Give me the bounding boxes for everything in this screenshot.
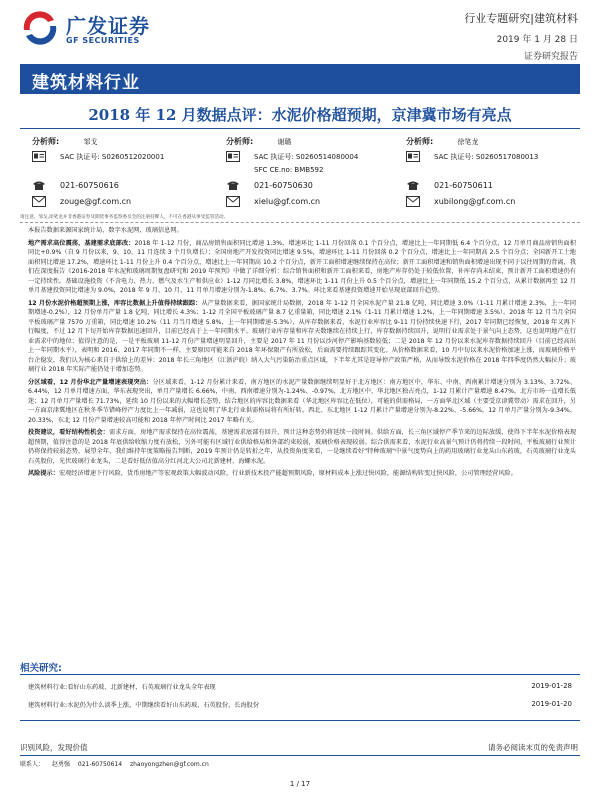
id-card-icon bbox=[406, 151, 420, 162]
title-divider bbox=[20, 128, 580, 129]
dashed-divider bbox=[20, 222, 580, 223]
paragraph-lead: 12 月份水泥价格超预期上涨，库容比数据上升值得持续跟踪： bbox=[28, 299, 202, 307]
analyst-phone: 021-60750630 bbox=[254, 181, 313, 190]
report-meta bbox=[464, 10, 578, 62]
related-item-date: 2019-01-20 bbox=[531, 700, 572, 708]
report-body bbox=[28, 226, 576, 482]
contact-email[interactable]: zhaoyongzhen@gf.com.cn bbox=[129, 761, 209, 768]
industry-banner-text: 建筑材料行业 bbox=[32, 73, 140, 93]
phone-icon bbox=[32, 180, 46, 191]
id-card-icon bbox=[226, 151, 240, 162]
analyst-phone: 021-60750611 bbox=[434, 181, 493, 190]
analyst-name: 谢璐 bbox=[277, 138, 292, 146]
analyst-label: 分析师: bbox=[226, 137, 254, 146]
analyst-card bbox=[406, 134, 586, 210]
analyst-email[interactable]: xielu@gf.com.cn bbox=[254, 197, 321, 206]
page-header bbox=[0, 0, 600, 62]
analyst-card bbox=[226, 134, 406, 210]
id-card-icon bbox=[32, 151, 46, 162]
analyst-sac: SAC 执证号: S0260514080004 bbox=[254, 153, 359, 161]
contact-line bbox=[20, 759, 209, 768]
industry-banner bbox=[20, 64, 580, 94]
contact-name: 赵勇强 bbox=[51, 761, 70, 768]
phone-icon bbox=[226, 180, 240, 191]
related-item-date: 2019-01-28 bbox=[531, 682, 572, 690]
body-paragraph: 地产需求高位震荡，基建需求底部改：2018 年 1-12 月份，商品房销售面积同比增速 1.3%，增速环比 1-11 月份回落 0.1 个百分点，增速比上一年同期低 6.4 个百分点，12 月单月商品房销售面积同比+0.9%（自 9 月份以来，9、10、11 月连续 3 个月负增长）；全国房地产开发投资同比增速 9.5%，增速环比 1-11 月份回落 0.2 个百分点，增速比上一年同期高 2.5 个百分点；全国新开工土地面积同比增速 17.2%，增速环比 1-11 月份上升 0.4 个百分点，增速比上一年同期高 10.2 个百分点，新开工面积增速继续保持在高位；新开工面积增速和销售面积增速出现不同于以往周期的背离，我们在深度报告《2016-2018 年水泥和玻璃周期复盘研究和 2019 年预判》中做了详细分析：综合销售面积和新开工面积来看，房地产库存仍处于较低位置，补库存尚未结束，预计新开工面积增速仍有一定持续性。基础设施投资（不含电力、热力、燃气及水生产和供应业）1-12 月同比增长 3.8%，增速环比 1-11 月份上升 0.5 个百分点，增速比上一年同期低 15.2 个百分点，从累计数据再至 12 月单月基建投资同比增速为 9.0%，2018 年 9 月、10 月、11 月单月增速分别为-1.8%、6.7%、3.7%。环比来看基建投资增速开始呈现底部回升趋势。 bbox=[28, 239, 576, 294]
body-paragraph: 12 月份水泥价格超预期上涨，库容比数据上升值得持续跟踪：从产量数据来看，据国家统计局数据，2018 年 1-12 月全国水泥产量 21.8 亿吨，同比增速 3.0%（1-11 月累计增速 2.3%，上一年同期增速-0.2%），12 月份单月产量 1.8 亿吨，同比增长 4.3%；1-12 月全国平板玻璃产量 8.7 亿重量箱，同比增速 2.1%（1-11 月累计增速 1.2%，上一年同期增速 3.5%）。2018 年 12 月当月全国平板玻璃产量 7570 万重箱，同比增速 10.2%（11 月当月增速 5.8%，上一年同期增速-5.3%），从库存数据来看，水泥行业库容比 9-11 月份持续快速下行，2017 年同期已经恢复，2018 年又再下行幅度，不过 12 月下旬开始库存数据迅速回升，目前已经高于上一年同期水平。玻璃行业库存量和库存天数继续在持续上行，库存数据持续回升，说明行业需求处于景气向上态势，这也说明地产在行业需求中的地位；值得注意的是，一是平板玻璃 11-12 月份产量增速明显回升，主要是 2017 年 11 月份以沙河停产影响基数较低；二是 2018 年 12 月份以来水泥库存数据持续回升（目前已经高出上一年同期水平），表明和 2016、2017 年同期不一样，主要原因可能来自 2018 年环保限产有所放松，后面需要持续跟踪其变化。从价格数据来看，10 月中旬以来水泥价格加速上涨，而玻璃价格平台企稳发，我们认为核心来自于供给上的差异；2018 年长三角地区（江浙沪皖）纳入大气污染防治重点区域，下半年尤其是迎导停产政策严格，从而导致水泥价格在 2018 年四季度仍然大幅拉升；玻璃行业 2018 年实际产能仍处于增加态势。 bbox=[28, 299, 577, 373]
email-icon bbox=[32, 196, 46, 207]
contact-label: 联系人： bbox=[20, 761, 45, 768]
footer-divider bbox=[20, 755, 580, 756]
gf-logo-icon bbox=[20, 8, 60, 48]
body-paragraph: 投资建议，看好结构性机会：需求方面，房地产需求保持在高位震荡，基建需求底部有回升，预计这种态势仍将延续一段时间。供给方面，长三角区域停产季节来的边际放缓，使得下半年水泥价格表现超预期，值得注意的是 2018 年底供给收缩力度有放松，另外可能有区域行业供给格局和外部约束较弱，玻璃价格表现较弱。综合供需来看，水泥行业高景气预计仍将持续一段时间，平板玻璃行业预计仍将保持较弱态势，展望全年，我们维持年度策略报告判断，2019 年预计仍是转折之年，从投资角度来看，一是继续看好"特种玻璃"中景气度势向上的药用玻璃行业龙头山东药玻，石英玻璃行业龙头石英股份，光伏玻璃行业龙头，二是看好低估值高分红河北大公司北新建材、海螺水泥。 bbox=[28, 429, 577, 465]
body-paragraph: 风险提示：宏观经济增速下行风险，货币房地产等宏观政策大幅波动风险，行业新技术投产能超预期风险，原材料成本上涨过快风险，能源结构转变过快风险，公司管理经营风险。 bbox=[28, 470, 517, 477]
analyst-label: 分析师: bbox=[32, 137, 60, 146]
phone-icon bbox=[406, 180, 420, 191]
analyst-block bbox=[20, 134, 580, 210]
related-bottom-divider bbox=[20, 720, 580, 721]
analyst-sac: SAC 执证号: S0260517080013 bbox=[434, 153, 539, 161]
paragraph-lead: 风险提示： bbox=[28, 470, 59, 477]
analyst-sfc: SFC CE.no: BMB592 bbox=[254, 166, 324, 174]
page-number: 1 / 17 bbox=[289, 780, 311, 788]
related-divider bbox=[20, 674, 580, 675]
gf-securities-logo bbox=[20, 8, 170, 52]
report-type: 证券研究报告 bbox=[523, 52, 578, 62]
analyst-email[interactable]: zouge@gf.com.cn bbox=[60, 197, 132, 206]
email-icon bbox=[406, 196, 420, 207]
footer-slogan: 识别风险，发现价值 bbox=[20, 743, 88, 752]
body-intro: 本报告数据来源国家统计局、数字水泥网、玻璃信息网。 bbox=[28, 227, 183, 234]
paragraph-lead: 投资建议，看好结构性机会： bbox=[28, 429, 109, 436]
analyst-label: 分析师: bbox=[406, 137, 434, 146]
analyst-phone: 021-60750616 bbox=[60, 181, 119, 190]
report-title: 2018 年 12 月数据点评：水泥价格超预期，京津冀市场有亮点 bbox=[88, 106, 512, 124]
paragraph-lead: 地产需求高位震荡，基建需求底部改： bbox=[28, 239, 135, 247]
body-paragraph: 分区域看，12 月份华北产量增速表现突出：分区域来看，1-12 月份累计来看，南方地区的水泥产量数据继续明显好于北方地区：南方地区中，华东、中南、西南累计增速分别为 3.13%、3.72%、6.44%，12 月单月增速方面，华东表现突出，单月产量增长 6.66%，中南、西南增速分别为-1.24%、-0.97%，北方地区中，华北地区独占亮点，1-12 月累计产量增速 8.47%，北方市场一直增长低迷；12 月单月产量增长 71.73%，延续 10 月份以来的大幅增长态势，结合地区的库容比数据来看（华北地区库容比在低位），可能的供需格局，一方面华北区域（主要受京津冀带动）需求在回升，另一方面京津冀地区在秋冬季节错峰停产力度比上一年减弱，这也说明了华北行业供需格局将有所好转。西北、东北地区 1-12 月累计产量增速分别为-8.22%、-5.66%，12 月单月产量分别为-9.34%、20.33%，东北 12 月份产量增速较高可能和 2018 年停产时间比 2017 年略有关。 bbox=[28, 378, 577, 424]
report-date: 2019 年 1 月 28 日 bbox=[496, 35, 578, 45]
related-item-title[interactable]: 建筑材料行业:看好山东药玻、北新建材、石英玻璃行业龙头全年表现 bbox=[28, 684, 216, 691]
analyst-name: 邹戈 bbox=[83, 138, 98, 146]
analyst-sac: SAC 执证号: S0260512020001 bbox=[60, 153, 165, 161]
contact-phone: 021-60750614 bbox=[77, 761, 123, 768]
report-category: 行业专题研究|建筑材料 bbox=[464, 12, 578, 25]
related-research-heading: 相关研究: bbox=[20, 663, 62, 674]
analyst-name: 徐笔龙 bbox=[457, 138, 479, 146]
brand-name-en: GF SECURITIES bbox=[66, 36, 140, 45]
paragraph-lead: 分区域看，12 月份华北产量增速表现突出： bbox=[28, 378, 153, 386]
email-icon bbox=[226, 196, 240, 207]
analyst-email[interactable]: xubilong@gf.com.cn bbox=[434, 197, 516, 206]
brand-name-cn: 广发证券 bbox=[66, 14, 150, 38]
analyst-card bbox=[32, 134, 212, 210]
hk-disclaimer: 请注意，邹戈,徐笔龙并非香港证券及期货事务监察委员会的注册持牌人，不可在香港从事受监管活动。 bbox=[20, 215, 229, 220]
related-item-title[interactable]: 建筑材料行业:水泥仍为什么淡季上涨，中期继续看好山东药玻、石英股份，长海股份 bbox=[28, 702, 260, 709]
footer-disclaimer-note: 请务必阅读末页的免责声明 bbox=[488, 743, 578, 752]
